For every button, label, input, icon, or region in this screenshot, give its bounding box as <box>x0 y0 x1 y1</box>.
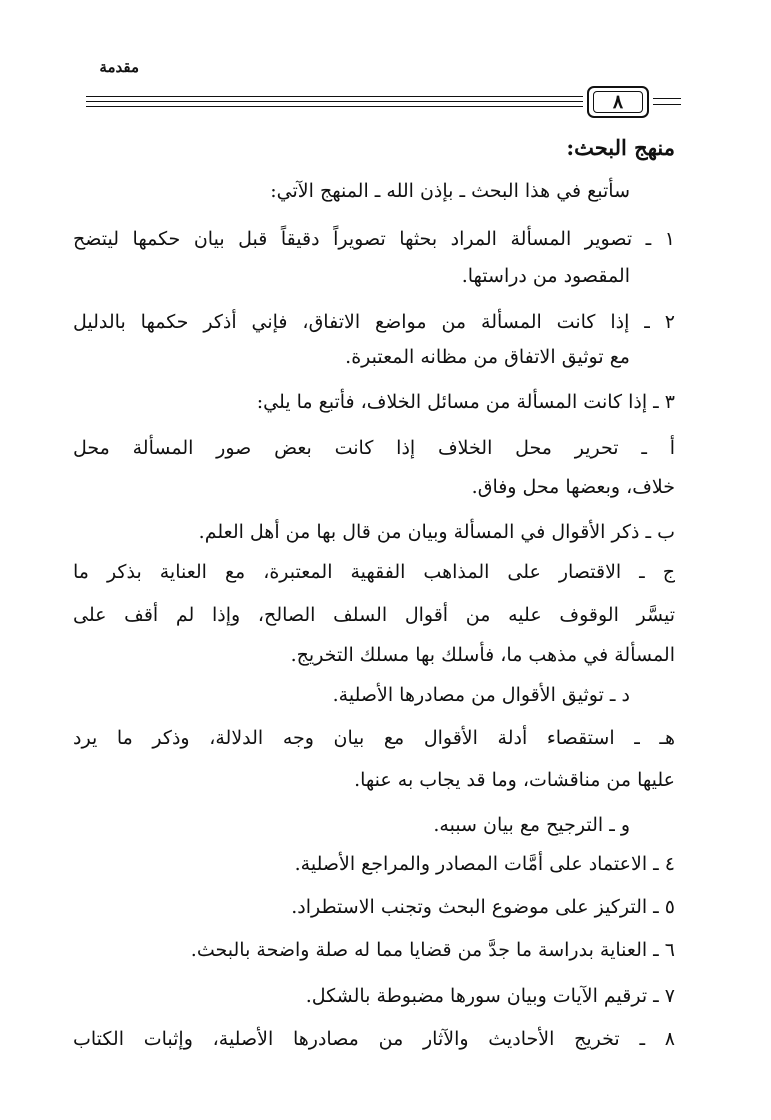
header-rule <box>86 106 583 107</box>
text-line: ٢ ـ إذا كانت المسألة من مواضع الاتفاق، فإني أذكر حكمها بالدليل <box>73 311 675 333</box>
header-end-rule <box>653 104 681 105</box>
header-rule <box>86 96 583 97</box>
text-line: المقصود من دراستها. <box>461 265 630 287</box>
text-line: ٤ ـ الاعتماد على أمَّات المصادر والمراجع الأصلية. <box>294 853 675 875</box>
text-line: هـ ـ استقصاء أدلة الأقوال مع بيان وجه الدلالة، وذكر ما يرد <box>73 727 675 749</box>
page-number: ٨ <box>612 91 624 113</box>
text-line: د ـ توثيق الأقوال من مصادرها الأصلية. <box>332 684 630 706</box>
text-line: عليها من مناقشات، وما قد يجاب به عنها. <box>354 769 675 791</box>
text-line: أ ـ تحرير محل الخلاف إذا كانت بعض صور المسألة محل <box>73 437 675 459</box>
text-line: ٧ ـ ترقيم الآيات وبيان سورها مضبوطة بالشكل. <box>305 985 675 1007</box>
text-line: ١ ـ تصوير المسألة المراد بحثها تصويراً دقيقاً قبل بيان حكمها ليتضح <box>73 228 675 250</box>
text-line: ج ـ الاقتصار على المذاهب الفقهية المعتبرة، مع العناية بذكر ما <box>73 561 675 583</box>
section-heading: منهج البحث: <box>566 135 675 160</box>
header-end-rule <box>653 98 681 99</box>
page-number-inner-frame <box>593 91 643 113</box>
text-line: ٦ ـ العناية بدراسة ما جدَّ من قضايا مما له صلة واضحة بالبحث. <box>190 939 675 961</box>
text-line: تيسَّر الوقوف عليه من أقوال السلف الصالح، وإذا لم أقف على <box>73 604 676 626</box>
page-number-frame <box>587 86 649 118</box>
text-line: سأتبع في هذا البحث ـ بإذن الله ـ المنهج الآتي: <box>270 180 630 202</box>
text-line: خلاف، وبعضها محل وفاق. <box>471 476 675 498</box>
text-line: و ـ الترجيح مع بيان سببه. <box>433 814 630 836</box>
text-line: المسألة في مذهب ما، فأسلك بها مسلك التخريج. <box>290 644 675 666</box>
header-rule <box>86 101 583 102</box>
text-line: ٥ ـ التركيز على موضوع البحث وتجنب الاستطراد. <box>291 896 675 918</box>
running-header-title: مقدمة <box>99 58 139 76</box>
text-line: ٨ ـ تخريج الأحاديث والآثار من مصادرها الأصلية، وإثبات الكتاب <box>73 1028 675 1050</box>
text-line: ٣ ـ إذا كانت المسألة من مسائل الخلاف، فأتبع ما يلي: <box>256 391 675 413</box>
text-line: ب ـ ذكر الأقوال في المسألة وبيان من قال بها من أهل العلم. <box>198 521 675 543</box>
text-line: مع توثيق الاتفاق من مظانه المعتبرة. <box>345 346 630 368</box>
